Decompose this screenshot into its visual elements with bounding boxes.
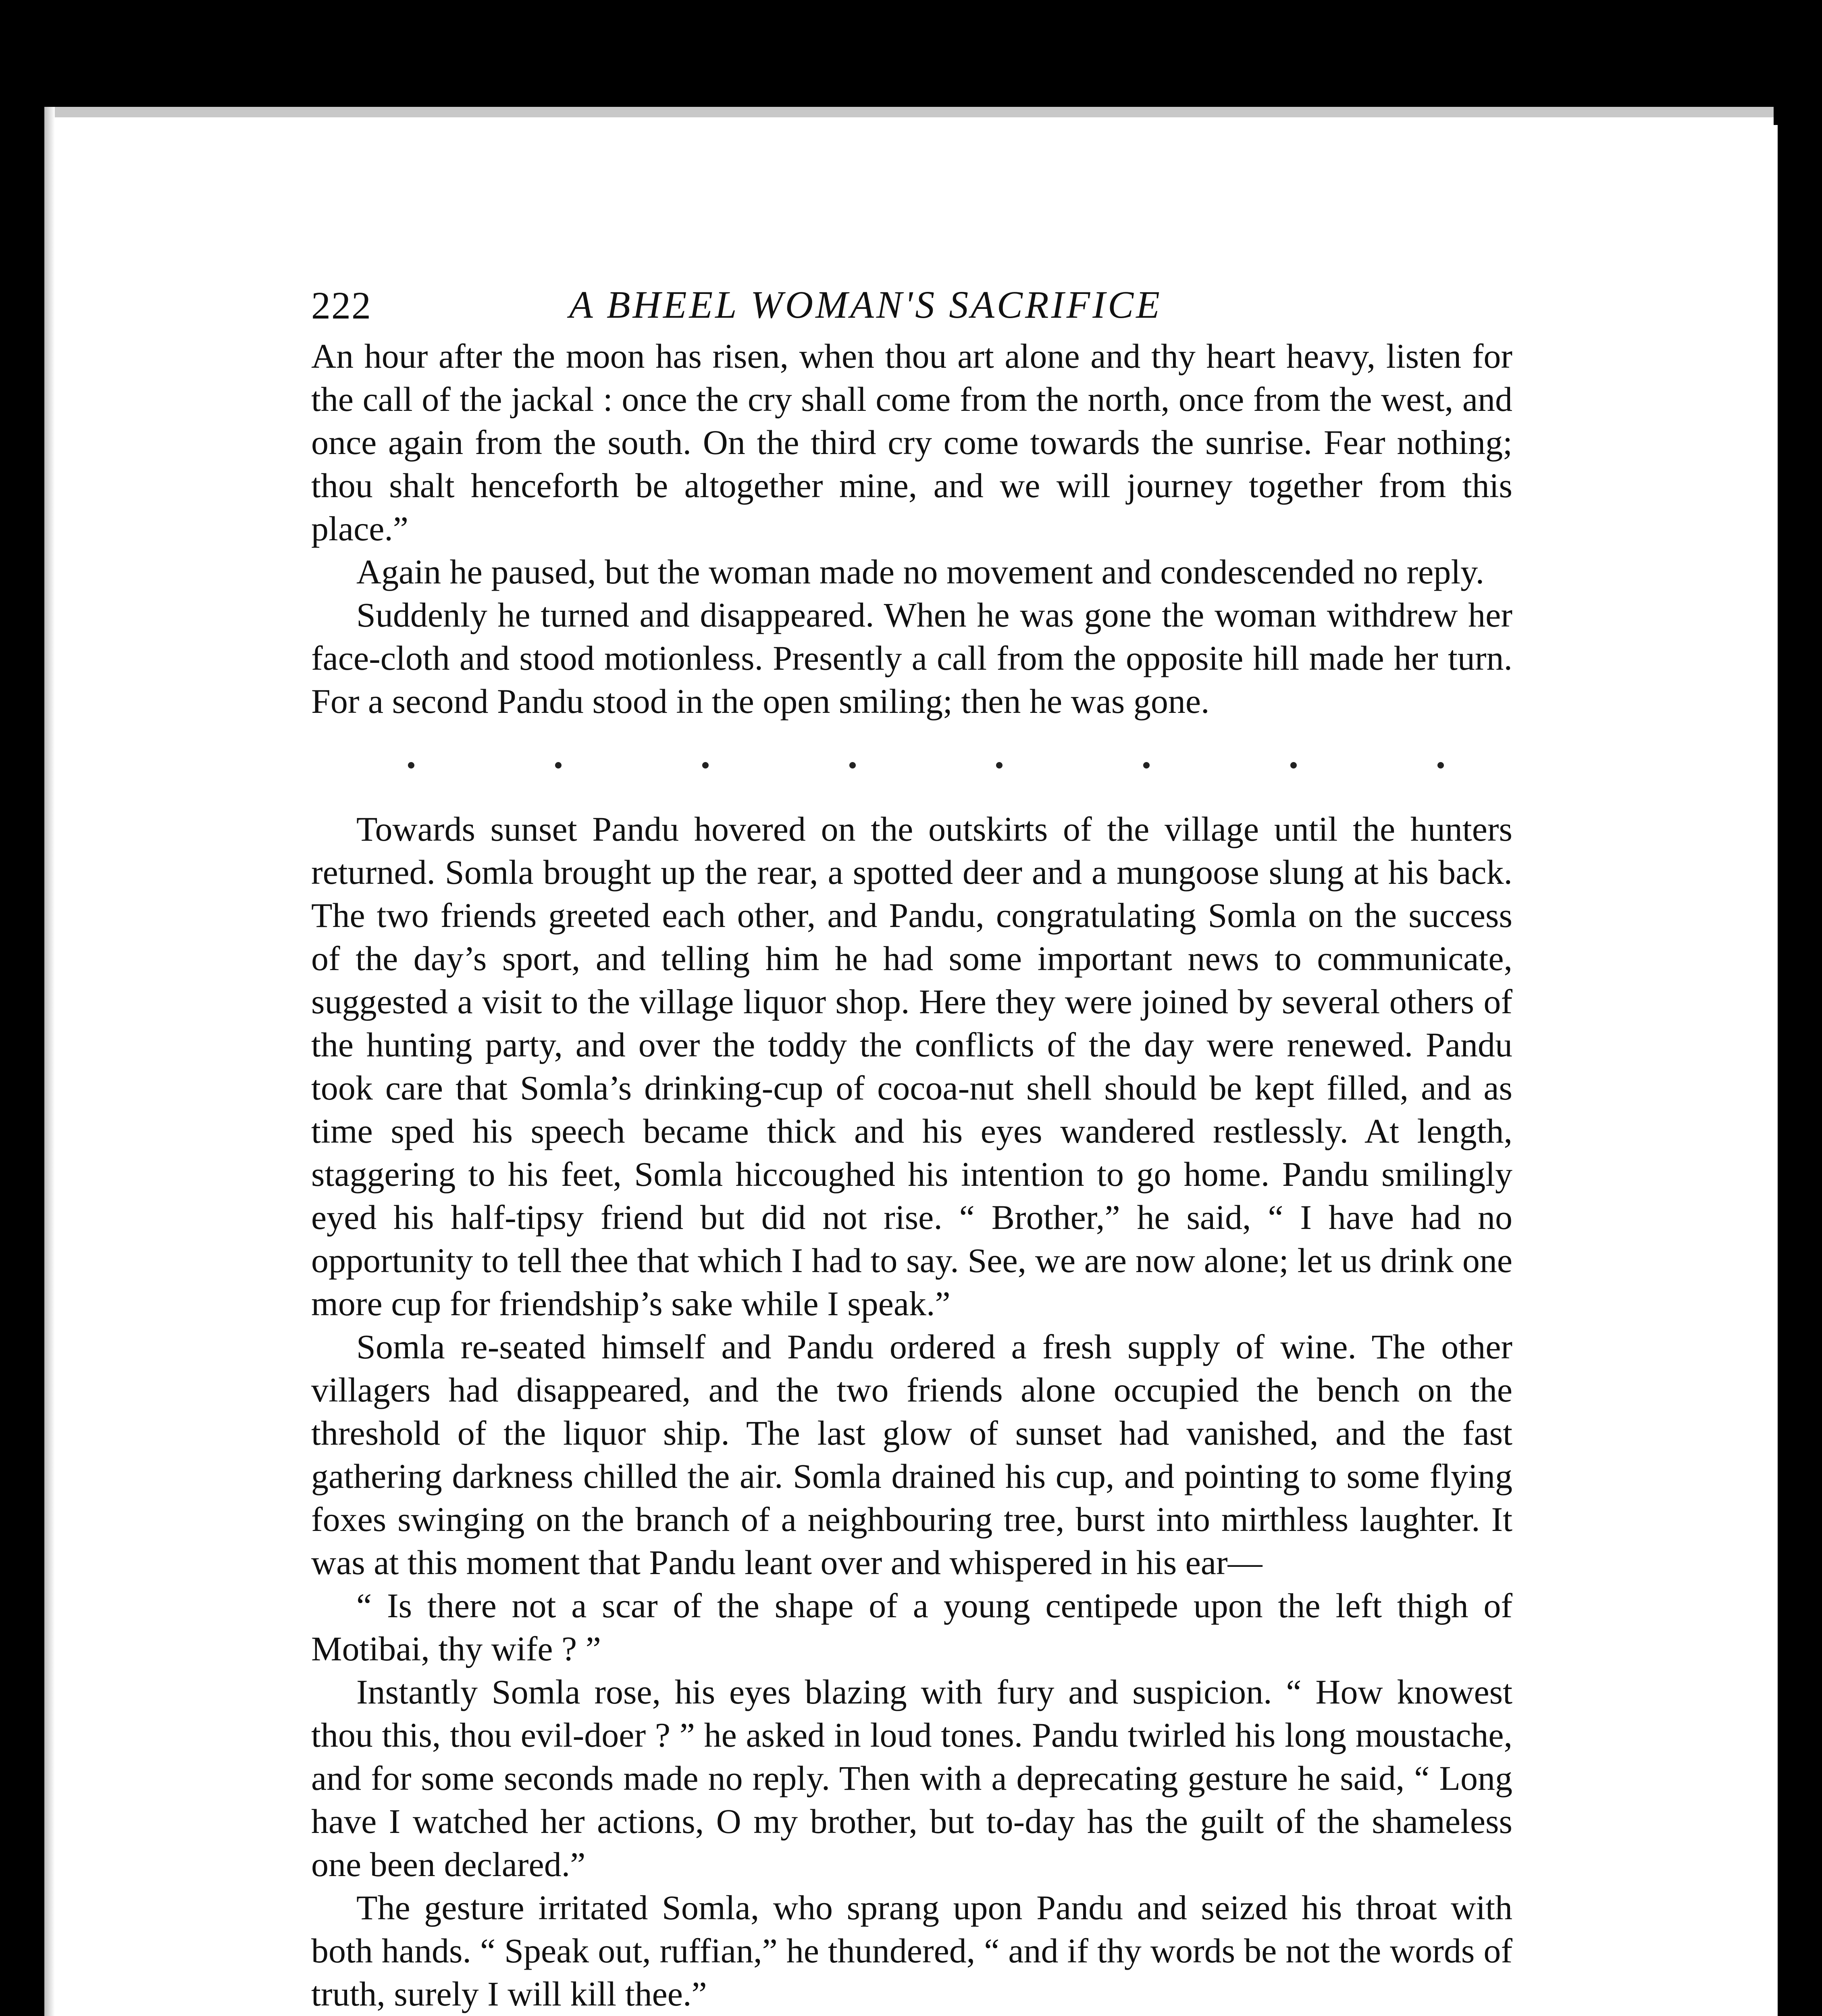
section-break-dot [1437,762,1444,768]
text-block [311,274,1512,2016]
paragraph: Towards sunset Pandu hovered on the outskirts of the village until the hunters returned. Somla brought up the rear, a spotted deer and a mungoose slung at his back. The two friends greeted each other, and Pandu, congratulating Somla on the success of the day’s sport, and telling him he had some important news to communicate, suggested a visit to the village liquor shop. Here they were joined by several others of the hunting party, and over the toddy the conflicts of the day were renewed. Pandu took care that Somla’s drinking-cup of cocoa-nut shell should be kept filled, and as time sped his speech became thick and his eyes wandered restlessly. At length, staggering to his feet, Somla hiccoughed his intention to go home. Pandu smilingly eyed his half-tipsy friend but did not rise. “ Brother,” he said, “ I have had no opportunity to tell thee that which I had to say. See, we are now alone; let us drink one more cup for friendship’s sake while I speak.” [311,810,1512,1323]
paragraph: Somla re-seated himself and Pandu ordered a fresh supply of wine. The other villagers had disappeared, and the two friends alone occupied the bench on the threshold of the liquor ship. The last glow of sunset had vanished, and the fast gathering darkness chilled the air. Somla drained his cup, and pointing to some flying foxes swinging on the branch of a neighbouring tree, burst into mirthless laughter. It was at this moment that Pandu leant over and whispered in his ear— [311,1327,1512,1582]
section-break-dot [702,762,709,768]
running-head [311,274,1512,335]
section-two [311,808,1512,2016]
paragraph: An hour after the moon has risen, when thou art alone and thy heart heavy, listen for the call of the jackal : once the cry shall come from the north, once from the west, and once again from the south. On the third cry come towards the sunrise. Fear nothing; thou shalt henceforth be altogether mine, and we will journey together from this place.” [311,337,1512,548]
section-break-dot [555,762,562,768]
section-one [311,335,1512,723]
section-break-dots [311,723,1512,808]
paragraph: “ Is there not a scar of the shape of a young centipede upon the left thigh of Motibai, thy wife ? ” [311,1586,1512,1668]
running-title: A BHEEL WOMAN'S SACRIFICE [569,283,1162,326]
page-top-edge [44,107,1774,117]
page-number: 222 [311,284,372,327]
section-break-dot [996,762,1003,768]
page-left-edge [44,107,55,2016]
section-break-dot [1143,762,1150,768]
section-break-dot [1290,762,1297,768]
section-break-dot [849,762,856,768]
paragraph: The gesture irritated Somla, who sprang upon Pandu and seized his throat with both hands. “ Speak out, ruffian,” he thundered, “ and if thy words be not the words of truth, surely I will kill thee.” [311,1888,1512,2013]
paragraph: Again he paused, but the woman made no movement and condescended no reply. [356,552,1485,591]
section-break-dot [408,762,414,768]
paragraph: Instantly Somla rose, his eyes blazing with fury and suspicion. “ How knowest thou this, thou evil-doer ? ” he asked in loud tones. Pandu twirled his long moustache, and for some seconds made no reply. Then with a deprecating gesture he said, “ Long have I watched her actions, O my brother, but to-day has the guilt of the shameless one been declared.” [311,1672,1512,1884]
paragraph: Suddenly he turned and disappeared. When he was gone the woman withdrew her face-cloth and stood motionless. Presently a call from the opposite hill made her turn. For a second Pandu stood in the open smiling; then he was gone. [311,596,1512,721]
